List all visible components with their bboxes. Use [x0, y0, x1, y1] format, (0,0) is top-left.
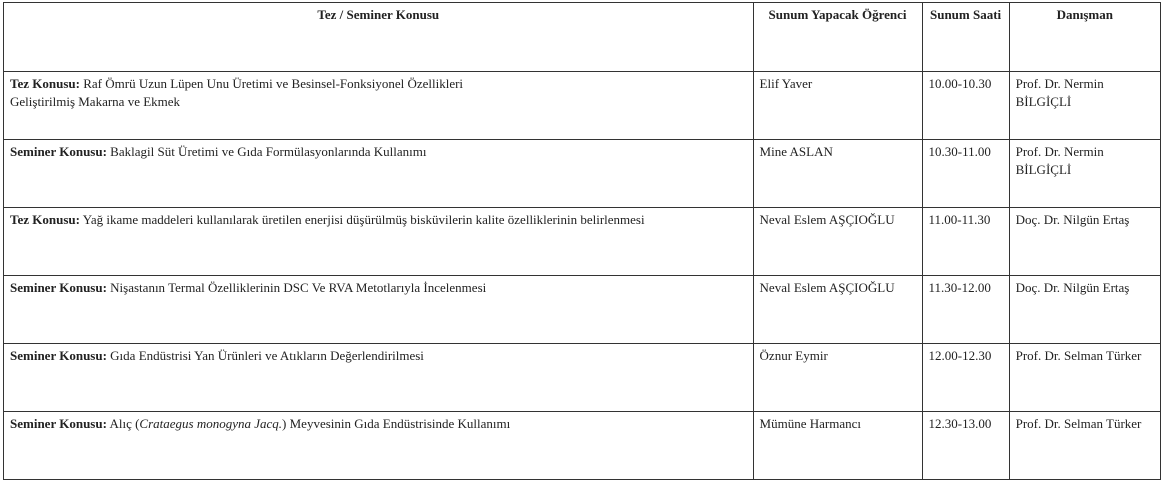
- topic-title: Baklagil Süt Üretimi ve Gıda Formülasyonlarında Kullanımı: [106, 144, 427, 159]
- advisor-surname: BİLGİÇLİ: [1015, 94, 1072, 109]
- header-student: Sunum Yapacak Öğrenci: [753, 3, 922, 72]
- time-cell: 12.30-13.00: [922, 412, 1009, 480]
- student-cell: Mine ASLAN: [753, 140, 922, 208]
- time-cell: 11.00-11.30: [922, 208, 1009, 276]
- topic-kind: Tez Konusu:: [10, 212, 80, 227]
- topic-cell: [4, 344, 754, 412]
- table-row: [4, 208, 1161, 276]
- time-cell: 10.30-11.00: [922, 140, 1009, 208]
- table-row: [4, 276, 1161, 344]
- time-cell: 11.30-12.00: [922, 276, 1009, 344]
- time-cell: 12.00-12.30: [922, 344, 1009, 412]
- topic-title: Gıda Endüstrisi Yan Ürünleri ve Atıkların Değerlendirilmesi: [106, 348, 424, 363]
- header-time: Sunum Saati: [922, 3, 1009, 72]
- topic-cell: [4, 140, 754, 208]
- topic-title-rest: ) Meyvesinin Gıda Endüstrisinde Kullanımı: [282, 416, 511, 431]
- student-cell: Elif Yaver: [753, 72, 922, 140]
- advisor-name: Prof. Dr. Nermin: [1015, 144, 1104, 159]
- advisor-cell: [1009, 72, 1160, 140]
- table-row: [4, 72, 1161, 140]
- header-topic: Tez / Seminer Konusu: [4, 3, 754, 72]
- table-header-row: [4, 3, 1161, 72]
- table-row: [4, 412, 1161, 480]
- topic-title-line2: Geliştirilmiş Makarna ve Ekmek: [10, 94, 181, 109]
- topic-kind: Tez Konusu:: [10, 76, 80, 91]
- topic-cell: [4, 72, 754, 140]
- advisor-cell: [1009, 412, 1160, 480]
- student-cell: Mümüne Harmancı: [753, 412, 922, 480]
- advisor-name: Prof. Dr. Selman Türker: [1015, 348, 1142, 363]
- student-cell: Neval Eslem AŞÇIOĞLU: [753, 208, 922, 276]
- advisor-surname: BİLGİÇLİ: [1015, 162, 1072, 177]
- advisor-name: Prof. Dr. Selman Türker: [1015, 416, 1142, 431]
- table-row: [4, 140, 1161, 208]
- student-cell: Neval Eslem AŞÇIOĞLU: [753, 276, 922, 344]
- time-cell: 10.00-10.30: [922, 72, 1009, 140]
- topic-cell: [4, 412, 754, 480]
- topic-cell: [4, 208, 754, 276]
- topic-title: Alıç (: [106, 416, 140, 431]
- topic-cell: [4, 276, 754, 344]
- advisor-cell: [1009, 140, 1160, 208]
- advisor-cell: [1009, 344, 1160, 412]
- topic-scientific-name: Crataegus monogyna Jacq.: [139, 416, 283, 431]
- advisor-cell: [1009, 276, 1160, 344]
- topic-kind: Seminer Konusu:: [10, 144, 107, 159]
- advisor-name: Doç. Dr. Nilgün Ertaş: [1015, 212, 1130, 227]
- student-cell: Öznur Eymir: [753, 344, 922, 412]
- topic-title: Nişastanın Termal Özelliklerinin DSC Ve RVA Metotlarıyla İncelenmesi: [106, 280, 487, 295]
- header-advisor: Danışman: [1009, 3, 1160, 72]
- topic-title: Raf Ömrü Uzun Lüpen Unu Üretimi ve Besinsel-Fonksiyonel Özellikleri: [79, 76, 464, 91]
- presentation-schedule-table: [3, 2, 1161, 480]
- topic-title: Yağ ikame maddeleri kullanılarak üretilen enerjisi düşürülmüş bisküvilerin kalite özelliklerinin belirlenmesi: [79, 212, 645, 227]
- advisor-cell: [1009, 208, 1160, 276]
- topic-kind: Seminer Konusu:: [10, 416, 107, 431]
- advisor-name: Doç. Dr. Nilgün Ertaş: [1015, 280, 1130, 295]
- topic-kind: Seminer Konusu:: [10, 348, 107, 363]
- advisor-name: Prof. Dr. Nermin: [1015, 76, 1104, 91]
- topic-kind: Seminer Konusu:: [10, 280, 107, 295]
- table-row: [4, 344, 1161, 412]
